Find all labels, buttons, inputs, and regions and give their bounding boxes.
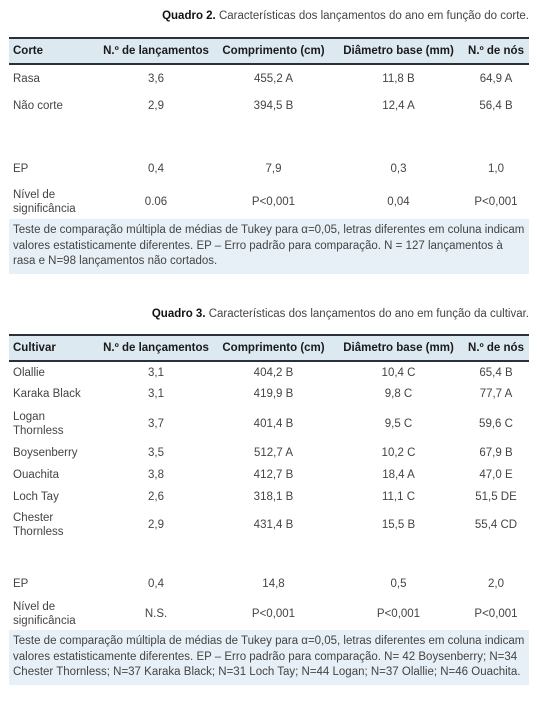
table-cell: 9,8 C — [384, 388, 413, 400]
column-header: Diâmetro base (mm) — [334, 38, 463, 64]
quadro3-footnote: Teste de comparação múltipla de médias de Tukey para α=0,05, letras diferentes em coluna indicam valores estatisticamente diferentes. EP – Erro padrão para comparação. N= 42 Boysenberry; N=34 Chester Thornless; N=37 Karaka Black; N=31 Loch Tay; N=44 Logan; N=37 Olallie; N=46 Ouachita. — [9, 630, 529, 685]
table-cell: 0,5 — [390, 578, 407, 590]
table-cell: 64,9 A — [479, 72, 513, 85]
table-cell: Karaka Black — [13, 388, 81, 400]
table-cell: 59,6 C — [479, 417, 513, 430]
table-cell: EP — [13, 578, 29, 590]
column-header: Cultivar — [9, 335, 99, 361]
table-header-row — [9, 38, 529, 64]
quadro2-caption-label: Quadro 2. — [162, 10, 216, 22]
table-cell: 0,3 — [390, 163, 407, 175]
table-row — [9, 383, 529, 405]
table-cell: 3,7 — [148, 417, 164, 430]
table-cell: 9,5 C — [384, 417, 413, 430]
quadro2-caption-text: Características dos lançamentos do ano em função do corte. — [218, 10, 529, 22]
column-header: N.º de lançamentos — [99, 38, 213, 64]
table-cell: 56,4 B — [479, 100, 513, 112]
quadro2-table — [9, 37, 529, 222]
table-cell: 7,9 — [265, 163, 282, 175]
table-cell: 11,8 B — [382, 72, 415, 85]
table-cell: 11,1 C — [381, 491, 416, 503]
quadro3-caption-text: Características dos lançamentos do ano em função da cultivar. — [208, 308, 529, 320]
table-cell: 431,4 B — [253, 519, 294, 531]
table-cell: Loch Tay — [13, 491, 59, 503]
table-cell: 394,5 B — [253, 100, 294, 112]
table-cell: 0.06 — [99, 183, 213, 221]
table-cell: 2,9 — [148, 100, 164, 112]
table-cell: 65,4 B — [479, 366, 513, 379]
table-spacer-row — [9, 120, 529, 155]
table-cell: 55,4 CD — [474, 519, 518, 531]
table-cell: 3,1 — [148, 366, 164, 379]
column-header: Diâmetro base (mm) — [334, 335, 463, 361]
quadro3-table — [9, 334, 529, 634]
table-cell: 51,5 DE — [475, 491, 517, 503]
table-cell: 14,8 — [262, 578, 285, 590]
table-cell: EP — [13, 163, 29, 175]
table-cell: 0,4 — [148, 578, 164, 590]
table-cell: 2,0 — [488, 578, 504, 590]
table-cell: 10,4 C — [381, 366, 416, 379]
table-cell: Rasa — [13, 72, 40, 85]
table-spacer-row — [9, 542, 529, 573]
table-cell: 10,2 C — [381, 447, 416, 459]
quadro3-caption — [152, 308, 529, 320]
table-cell: 67,9 B — [479, 447, 513, 459]
table-cell: 0,4 — [148, 163, 164, 175]
table-cell: 455,2 A — [253, 72, 293, 85]
column-header: N.º de nós — [463, 38, 529, 64]
table-cell: Nível de significância — [9, 595, 99, 633]
column-header: N.º de lançamentos — [99, 335, 213, 361]
table-cell: 3,1 — [148, 388, 164, 400]
table-cell: 0,04 — [334, 183, 463, 221]
table-row — [9, 464, 529, 486]
quadro2-footnote: Teste de comparação múltipla de médias de Tukey para α=0,05, letras diferentes em coluna indicam valores estatisticamente diferentes. EP – Erro padrão para comparação. N = 127 lançamentos à rasa e N=98 lançamentos não cortados. — [9, 219, 529, 274]
table-cell: P<0,001 — [213, 595, 334, 633]
table-cell: Olallie — [13, 366, 45, 379]
table-cell: 2,9 — [148, 519, 164, 531]
table-cell: 3,6 — [148, 72, 164, 85]
table-cell: 2,6 — [148, 491, 164, 503]
table-row-ep — [9, 155, 529, 183]
table-cell: 512,7 A — [253, 447, 293, 459]
table-cell: 77,7 A — [479, 388, 513, 400]
table-cell: 318,1 B — [253, 491, 294, 503]
table-cell: 401,4 B — [253, 417, 294, 430]
table-row-significance — [9, 183, 529, 221]
quadro3-caption-label: Quadro 3. — [151, 308, 206, 320]
column-header: Corte — [9, 38, 99, 64]
table-row — [9, 508, 529, 542]
table-cell: Chester Thornless — [13, 512, 64, 538]
table-cell: 1,0 — [488, 163, 504, 175]
table-cell: 3,8 — [148, 469, 164, 481]
table-cell: P<0,001 — [463, 183, 529, 221]
table-row-significance — [9, 595, 529, 633]
table-cell: 3,5 — [148, 447, 164, 459]
table-row — [9, 64, 529, 92]
table-cell: Boysenberry — [13, 447, 78, 459]
table-cell: N.S. — [99, 595, 213, 633]
table-row — [9, 361, 529, 383]
table-cell: 18,4 A — [382, 469, 415, 481]
table-cell: Logan Thornless — [13, 410, 64, 437]
table-cell: 15,5 B — [381, 519, 416, 531]
table-row — [9, 405, 529, 442]
table-cell: 12,4 A — [382, 100, 415, 112]
table-header-row — [9, 335, 529, 361]
table-row — [9, 486, 529, 508]
table-cell: 47,0 E — [479, 469, 513, 481]
table-cell: Nível de significância — [9, 183, 99, 221]
table-cell: Não corte — [13, 100, 63, 112]
table-cell: P<0,001 — [463, 595, 529, 633]
quadro2-caption — [162, 10, 529, 22]
table-cell: 412,7 B — [253, 469, 294, 481]
column-header: Comprimento (cm) — [213, 38, 334, 64]
table-cell: 419,9 B — [253, 388, 294, 400]
column-header: Comprimento (cm) — [213, 335, 334, 361]
table-row-ep — [9, 573, 529, 595]
table-cell: Ouachita — [13, 469, 60, 481]
table-cell: P<0,001 — [213, 183, 334, 221]
column-header: N.º de nós — [463, 335, 529, 361]
table-row — [9, 92, 529, 120]
table-row — [9, 442, 529, 464]
table-cell: 404,2 B — [253, 366, 294, 379]
table-cell: P<0,001 — [334, 595, 463, 633]
